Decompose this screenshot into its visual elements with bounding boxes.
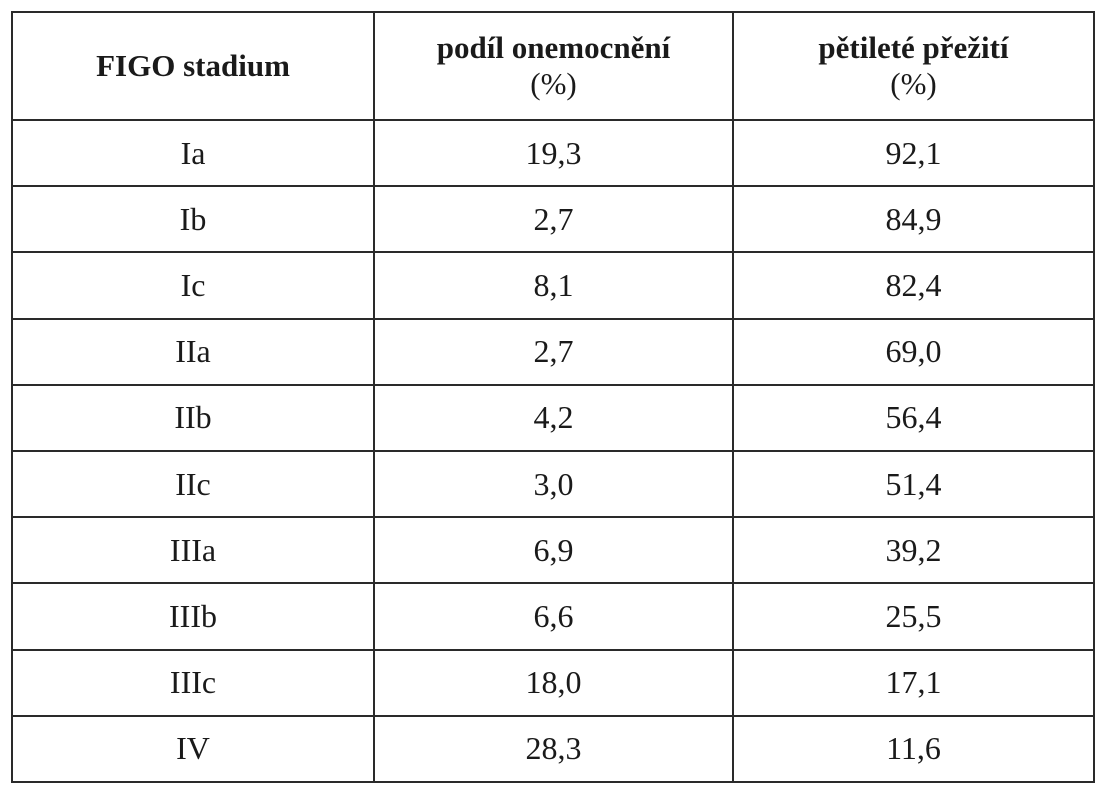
table-row	[12, 186, 1094, 252]
table-row	[12, 451, 1094, 517]
stage-cell: Ib	[12, 186, 374, 252]
stage-cell: IIIa	[12, 517, 374, 583]
table-row	[12, 120, 1094, 186]
table-header	[12, 12, 1094, 120]
share-cell: 3,0	[374, 451, 733, 517]
table-row	[12, 252, 1094, 318]
share-cell: 2,7	[374, 186, 733, 252]
stage-cell: IIa	[12, 319, 374, 385]
survival-cell: 51,4	[733, 451, 1094, 517]
share-cell: 28,3	[374, 716, 733, 782]
stage-cell: IIIb	[12, 583, 374, 649]
header-label: FIGO stadium	[96, 48, 290, 83]
survival-cell: 17,1	[733, 650, 1094, 716]
header-unit: (%)	[890, 66, 937, 101]
share-cell: 2,7	[374, 319, 733, 385]
table-row	[12, 716, 1094, 782]
stage-cell: IIc	[12, 451, 374, 517]
stage-cell: Ic	[12, 252, 374, 318]
survival-cell: 56,4	[733, 385, 1094, 451]
survival-cell: 82,4	[733, 252, 1094, 318]
share-cell: 6,6	[374, 583, 733, 649]
header-label: podíl onemocnění	[436, 30, 671, 65]
share-cell: 4,2	[374, 385, 733, 451]
table-row	[12, 319, 1094, 385]
table-row	[12, 650, 1094, 716]
survival-cell: 11,6	[733, 716, 1094, 782]
share-cell: 6,9	[374, 517, 733, 583]
stage-cell: IV	[12, 716, 374, 782]
table-row	[12, 385, 1094, 451]
header-cell-survival	[733, 12, 1094, 120]
survival-cell: 69,0	[733, 319, 1094, 385]
table-row	[12, 583, 1094, 649]
header-unit: (%)	[530, 66, 577, 101]
survival-cell: 39,2	[733, 517, 1094, 583]
stage-cell: IIIc	[12, 650, 374, 716]
share-cell: 18,0	[374, 650, 733, 716]
table-body	[12, 120, 1094, 782]
share-cell: 8,1	[374, 252, 733, 318]
table-row	[12, 517, 1094, 583]
header-cell-stage	[12, 12, 374, 120]
figo-survival-table-container	[11, 11, 1093, 783]
survival-cell: 92,1	[733, 120, 1094, 186]
survival-cell: 84,9	[733, 186, 1094, 252]
header-label: pětileté přežití	[818, 30, 1009, 65]
stage-cell: IIb	[12, 385, 374, 451]
header-cell-share	[374, 12, 733, 120]
survival-cell: 25,5	[733, 583, 1094, 649]
share-cell: 19,3	[374, 120, 733, 186]
figo-survival-table	[11, 11, 1095, 783]
stage-cell: Ia	[12, 120, 374, 186]
header-row	[12, 12, 1094, 120]
